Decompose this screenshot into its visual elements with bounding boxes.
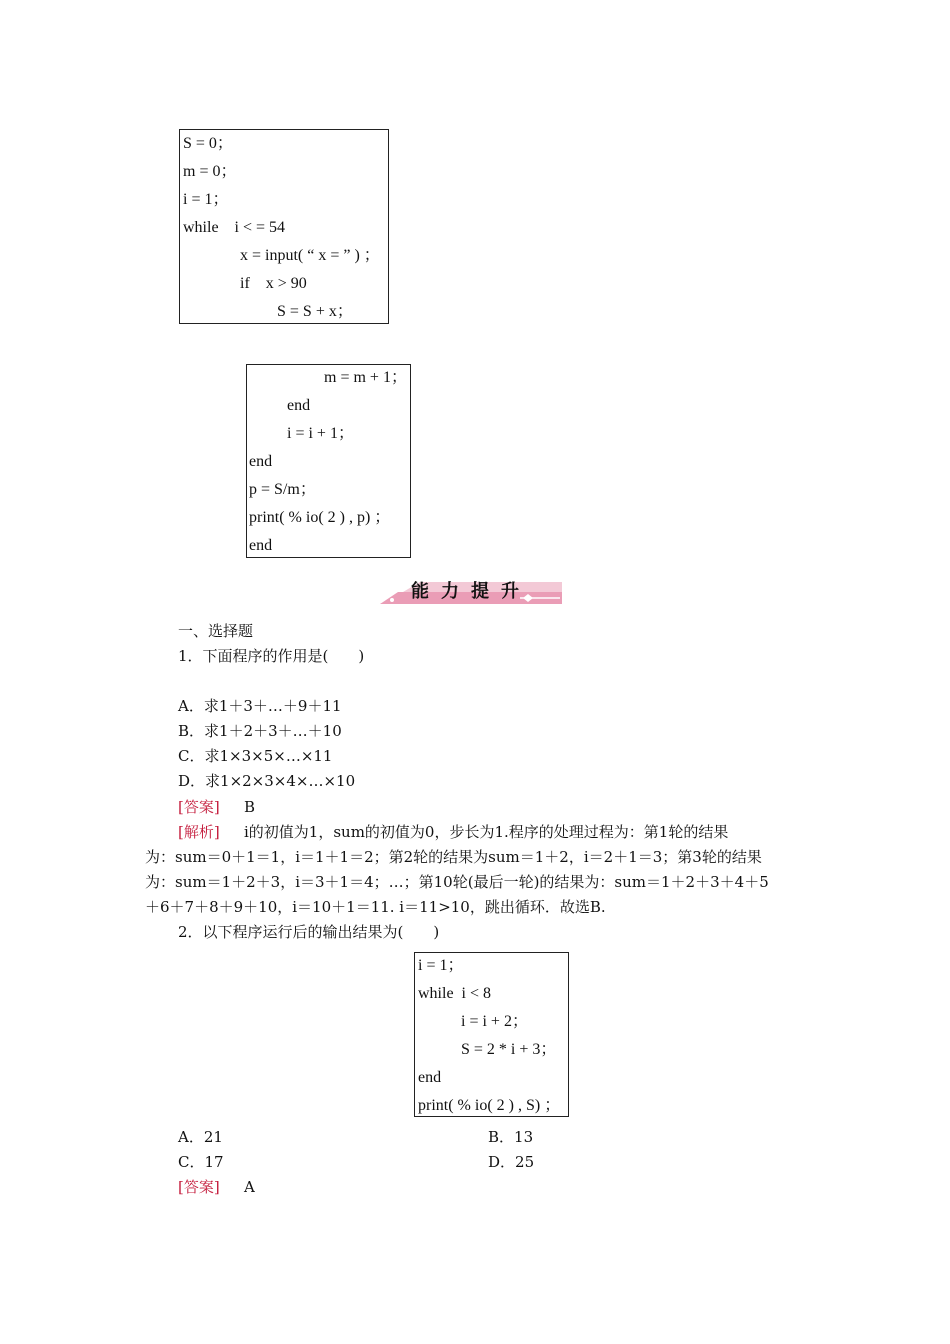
section-banner bbox=[380, 578, 562, 606]
q2-option-d: D．25 bbox=[488, 1153, 535, 1171]
code-line: while i < 8 bbox=[418, 985, 492, 1002]
q1-option-a: A．求1＋3＋…＋9＋11 bbox=[178, 697, 342, 715]
banner-title: 能力提升 bbox=[411, 581, 531, 602]
code-line: m = 0； bbox=[183, 163, 237, 180]
q1-option-d: D．求1×2×3×4×…×10 bbox=[178, 772, 356, 790]
q1-answer-label: [答案] bbox=[178, 798, 220, 816]
code-line: print( % io( 2 ) , S) ； bbox=[418, 1097, 561, 1114]
code-line: i = i + 2； bbox=[461, 1013, 528, 1030]
q2-option-b: B．13 bbox=[488, 1128, 534, 1146]
q2-answer: A bbox=[244, 1178, 255, 1196]
q1-analysis-line: 为：sum＝1＋2＋3，i＝3＋1＝4；…；第10轮(最后一轮)的结果为：sum＝1＋2＋3＋4＋5 bbox=[145, 873, 769, 891]
question-2-stem: 2．以下程序运行后的输出结果为( ) bbox=[178, 923, 440, 941]
code-line: end bbox=[418, 1069, 442, 1086]
code-block-1 bbox=[179, 129, 389, 324]
code-line: print( % io( 2 ) , p) ； bbox=[249, 509, 391, 526]
code-line: m = m + 1； bbox=[324, 369, 407, 386]
q1-analysis-line: i的初值为1，sum的初值为0，步长为1.程序的处理过程为：第1轮的结果 bbox=[244, 823, 729, 841]
code-line: S = 0； bbox=[183, 135, 233, 152]
q1-option-b: B．求1＋2＋3＋…＋10 bbox=[178, 722, 342, 740]
section-heading: 一、选择题 bbox=[178, 622, 254, 640]
code-line: end bbox=[249, 453, 273, 470]
q2-option-a: A．21 bbox=[178, 1128, 223, 1146]
code-line: S = 2 * i + 3； bbox=[461, 1041, 557, 1058]
q2-code-block bbox=[414, 952, 569, 1117]
q1-answer: B bbox=[244, 798, 256, 816]
q1-analysis-line: ＋6＋7＋8＋9＋10，i＝10＋1＝11. i＝11>10，跳出循环．故选B. bbox=[145, 898, 606, 916]
code-line: S = S + x； bbox=[277, 303, 353, 320]
q2-option-c: C．17 bbox=[178, 1153, 224, 1171]
q1-analysis-line: 为：sum＝0＋1＝1，i＝1＋1＝2；第2轮的结果为sum＝1＋2，i＝2＋1＝3；第3轮的结果 bbox=[145, 848, 762, 866]
q1-analysis-label: [解析] bbox=[178, 823, 220, 841]
code-line: end bbox=[249, 537, 273, 554]
code-block-2 bbox=[246, 364, 411, 558]
q1-option-c: C．求1×3×5×…×11 bbox=[178, 747, 333, 765]
code-line: p = S/m； bbox=[249, 481, 316, 498]
q2-answer-label: [答案] bbox=[178, 1178, 220, 1196]
code-line: i = 1； bbox=[183, 191, 229, 208]
code-line: i = i + 1； bbox=[287, 425, 354, 442]
code-line: if x > 90 bbox=[240, 275, 307, 292]
code-line: x = input( “ x = ” ) ； bbox=[240, 247, 380, 264]
code-line: i = 1； bbox=[418, 957, 464, 974]
question-1-stem: 1．下面程序的作用是( ) bbox=[178, 647, 365, 665]
code-line: end bbox=[287, 397, 311, 414]
code-line: while i < = 54 bbox=[183, 219, 286, 236]
